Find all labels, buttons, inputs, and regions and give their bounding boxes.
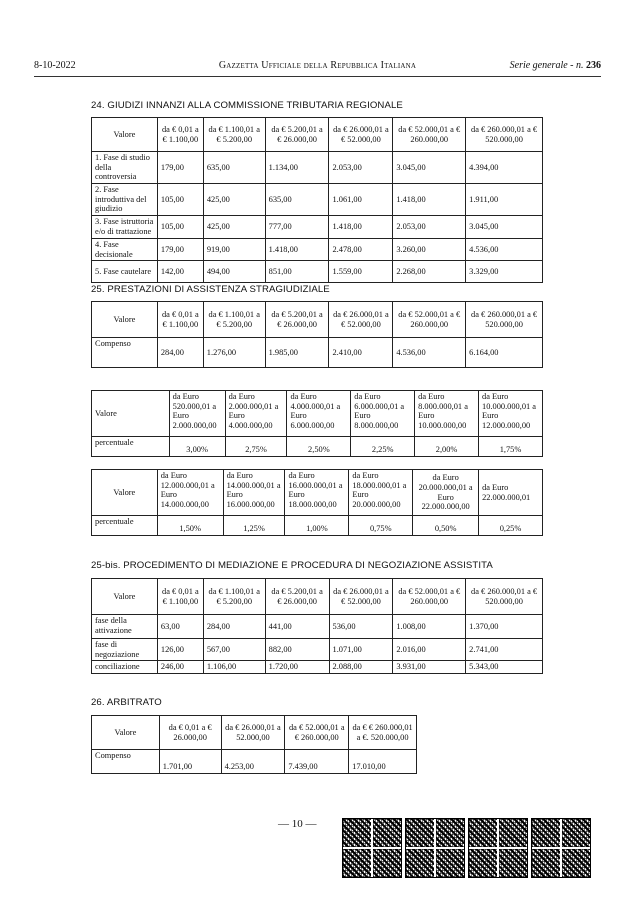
cell: 425,00 [203,183,265,215]
table-row [92,750,417,774]
cell: 1.071,00 [329,639,393,661]
header-cell: da € 5.200,01 a € 26.000,00 [265,579,329,615]
cell: 246,00 [157,661,203,674]
cell: 1,75% [479,437,543,457]
section-26-title: 26. ARBITRATO [91,697,162,708]
header-cell: da Euro 12.000.000,01 a Euro 14.000.000,00 [157,470,223,516]
cell: 1,00% [285,516,349,536]
cell: 1.061,00 [329,183,393,215]
cell: 2.268,00 [393,261,466,283]
row-label: fase della attivazione [92,615,158,639]
header-cell: da € 260.000,01 a € 520.000,00 [466,118,543,152]
cell: 179,00 [157,152,203,184]
cell: 179,00 [157,238,203,260]
header-cell: da Euro 22.000.000,01 [479,470,543,516]
table-row [92,215,543,238]
cell: 2.016,00 [393,639,466,661]
cell: 635,00 [265,183,329,215]
cell: 2.410,00 [329,338,393,368]
header-cell: da Euro 20.000.000,01 a Euro 22.000.000,00 [413,470,479,516]
row-label: Compenso [92,338,158,368]
cell: 777,00 [265,215,329,238]
cell: 4.253,00 [221,750,285,774]
cell: 3.045,00 [393,152,466,184]
cell: 1.418,00 [329,215,393,238]
header-cell: da € 52.000,01 a € 260.000,00 [393,302,466,338]
cell: 5.343,00 [466,661,543,674]
cell: 1.418,00 [393,183,466,215]
header-cell: da € 5.200,01 a € 26.000,00 [265,302,329,338]
header-cell: da € 5.200,01 a € 26.000,00 [265,118,329,152]
header-cell: da € 26.000,01 a € 52.000,00 [329,579,393,615]
table-row [92,615,543,639]
cell: 284,00 [203,615,265,639]
table-row [92,516,543,536]
table-header-row [92,470,543,516]
table-25-percentages-2 [91,469,543,536]
row-label: conciliazione [92,661,158,674]
header-cell: da Euro 18.000.000,01 a Euro 20.000.000,00 [349,470,413,516]
cell: 284,00 [157,338,203,368]
header-cell: da € 260.000,01 a € 520.000,00 [466,302,543,338]
header-cell: da € € 260.000,01 a €. 520.000,00 [349,716,417,750]
datamatrix-code-3 [468,818,528,878]
cell: 1,50% [157,516,223,536]
cell: 1.370,00 [466,615,543,639]
cell: 635,00 [203,152,265,184]
cell: 1.008,00 [393,615,466,639]
cell: 567,00 [203,639,265,661]
cell: 63,00 [157,615,203,639]
cell: 2.741,00 [466,639,543,661]
header-cell: da € 1.100,01 a € 5.200,00 [203,302,265,338]
cell: 7.439,00 [285,750,349,774]
header-title: Gazzetta Ufficiale della Repubblica Italiana [218,60,417,71]
table-row [92,238,543,260]
header-cell: Valore [92,470,158,516]
header-serie: Serie generale - n. 236 [509,60,601,71]
table-header-row [92,579,543,615]
row-label: Compenso [92,750,160,774]
cell: 2,25% [351,437,415,457]
cell: 536,00 [329,615,393,639]
cell: 1.276,00 [203,338,265,368]
table-row [92,639,543,661]
header-cell: da € 26.000,01 a € 52.000,00 [329,302,393,338]
header-cell: da € 52.000,01 a € 260.000,00 [393,579,466,615]
table-header-row [92,302,543,338]
table-row [92,437,543,457]
row-label: 4. Fase decisionale [92,238,158,260]
row-label: 5. Fase cautelare [92,261,158,283]
page-number: — 10 — [278,818,317,830]
table-header-row [92,391,543,437]
header-cell: da € 26.000,01 a € 52.000,00 [329,118,393,152]
table-row [92,661,543,674]
header-number: 236 [586,60,601,71]
table-row [92,261,543,283]
cell: 2,75% [225,437,287,457]
datamatrix-code-1 [342,818,402,878]
header-cell: da € 260.000,01 a € 520.000,00 [466,579,543,615]
cell: 1.985,00 [265,338,329,368]
cell: 3.329,00 [466,261,543,283]
header-cell: da Euro 4.000.000,01 a Euro 6.000.000,00 [287,391,351,437]
header-rule [34,76,601,77]
header-cell: da € 52.000,01 a € 260.000,00 [285,716,349,750]
cell: 882,00 [265,639,329,661]
cell: 2.053,00 [393,215,466,238]
row-label: 1. Fase di studio della controversia [92,152,158,184]
table-row [92,183,543,215]
row-label: 3. Fase istruttoria e/o di trattazione [92,215,158,238]
cell: 142,00 [157,261,203,283]
cell: 1.134,00 [265,152,329,184]
row-label: fase di negoziazione [92,639,158,661]
header-cell: da € 0,01 a € 1.100,00 [157,579,203,615]
table-24 [91,117,543,283]
header-cell: da Euro 6.000.000,01 a Euro 8.000.000,00 [351,391,415,437]
header-cell: da € 52.000,01 a € 260.000,00 [393,118,466,152]
header-cell: da € 0,01 a € 26.000,00 [159,716,221,750]
cell: 4.536,00 [393,338,466,368]
header-cell: Valore [92,391,170,437]
cell: 4.394,00 [466,152,543,184]
table-25-percentages-1 [91,390,543,457]
cell: 6.164,00 [466,338,543,368]
header-cell: Valore [92,302,158,338]
header-cell: Valore [92,118,158,152]
cell: 2.053,00 [329,152,393,184]
header-cell: da € 1.100,01 a € 5.200,00 [203,579,265,615]
header-cell: da € 26.000,01 a 52.000,00 [221,716,285,750]
cell: 3,00% [169,437,225,457]
table-header-row [92,118,543,152]
cell: 1,25% [223,516,285,536]
cell: 1.701,00 [159,750,221,774]
cell: 0,50% [413,516,479,536]
cell: 1.559,00 [329,261,393,283]
cell: 0,75% [349,516,413,536]
section-25-title: 25. PRESTAZIONI DI ASSISTENZA STRAGIUDIZIALE [91,284,330,295]
header-date: 8-10-2022 [34,60,76,71]
header-cell: da € 1.100,01 a € 5.200,00 [203,118,265,152]
cell: 1.911,00 [466,183,543,215]
cell: 1.106,00 [203,661,265,674]
cell: 494,00 [203,261,265,283]
header-cell: Valore [92,716,160,750]
cell: 2.088,00 [329,661,393,674]
cell: 1.418,00 [265,238,329,260]
cell: 2.478,00 [329,238,393,260]
header-cell: da Euro 10.000.000,01 a Euro 12.000.000,00 [479,391,543,437]
table-header-row [92,716,417,750]
cell: 2,50% [287,437,351,457]
cell: 2,00% [415,437,479,457]
cell: 4.536,00 [466,238,543,260]
datamatrix-code-2 [405,818,465,878]
header-cell: da Euro 8.000.000,01 a Euro 10.000.000,00 [415,391,479,437]
header-cell: da € 0,01 a € 1.100,00 [157,118,203,152]
row-label: percentuale [92,516,158,536]
cell: 441,00 [265,615,329,639]
cell: 3.931,00 [393,661,466,674]
cell: 3.260,00 [393,238,466,260]
cell: 0,25% [479,516,543,536]
table-row [92,152,543,184]
cell: 105,00 [157,183,203,215]
cell: 126,00 [157,639,203,661]
header-cell: da Euro 2.000.000,01 a Euro 4.000.000,00 [225,391,287,437]
table-26 [91,715,417,774]
cell: 17.010,00 [349,750,417,774]
table-row [92,338,543,368]
cell: 1.720,00 [265,661,329,674]
page-header [34,60,601,76]
cell: 919,00 [203,238,265,260]
header-cell: da € 0,01 a € 1.100,00 [157,302,203,338]
table-25bis [91,578,543,674]
section-24-title: 24. GIUDIZI INNANZI ALLA COMMISSIONE TRIBUTARIA REGIONALE [91,100,403,111]
section-25bis-title: 25-bis. PROCEDIMENTO DI MEDIAZIONE E PROCEDURA DI NEGOZIAZIONE ASSISTITA [91,560,493,571]
header-cell: Valore [92,579,158,615]
header-cell: da Euro 14.000.000,01 a Euro 16.000.000,00 [223,470,285,516]
datamatrix-code-4 [531,818,591,878]
cell: 3.045,00 [466,215,543,238]
cell: 851,00 [265,261,329,283]
header-cell: da Euro 520.000,01 a Euro 2.000.000,00 [169,391,225,437]
row-label: 2. Fase introduttiva del giudizio [92,183,158,215]
cell: 425,00 [203,215,265,238]
row-label: percentuale [92,437,170,457]
header-cell: da Euro 16.000.000,01 a Euro 18.000.000,00 [285,470,349,516]
cell: 105,00 [157,215,203,238]
table-25 [91,301,543,368]
